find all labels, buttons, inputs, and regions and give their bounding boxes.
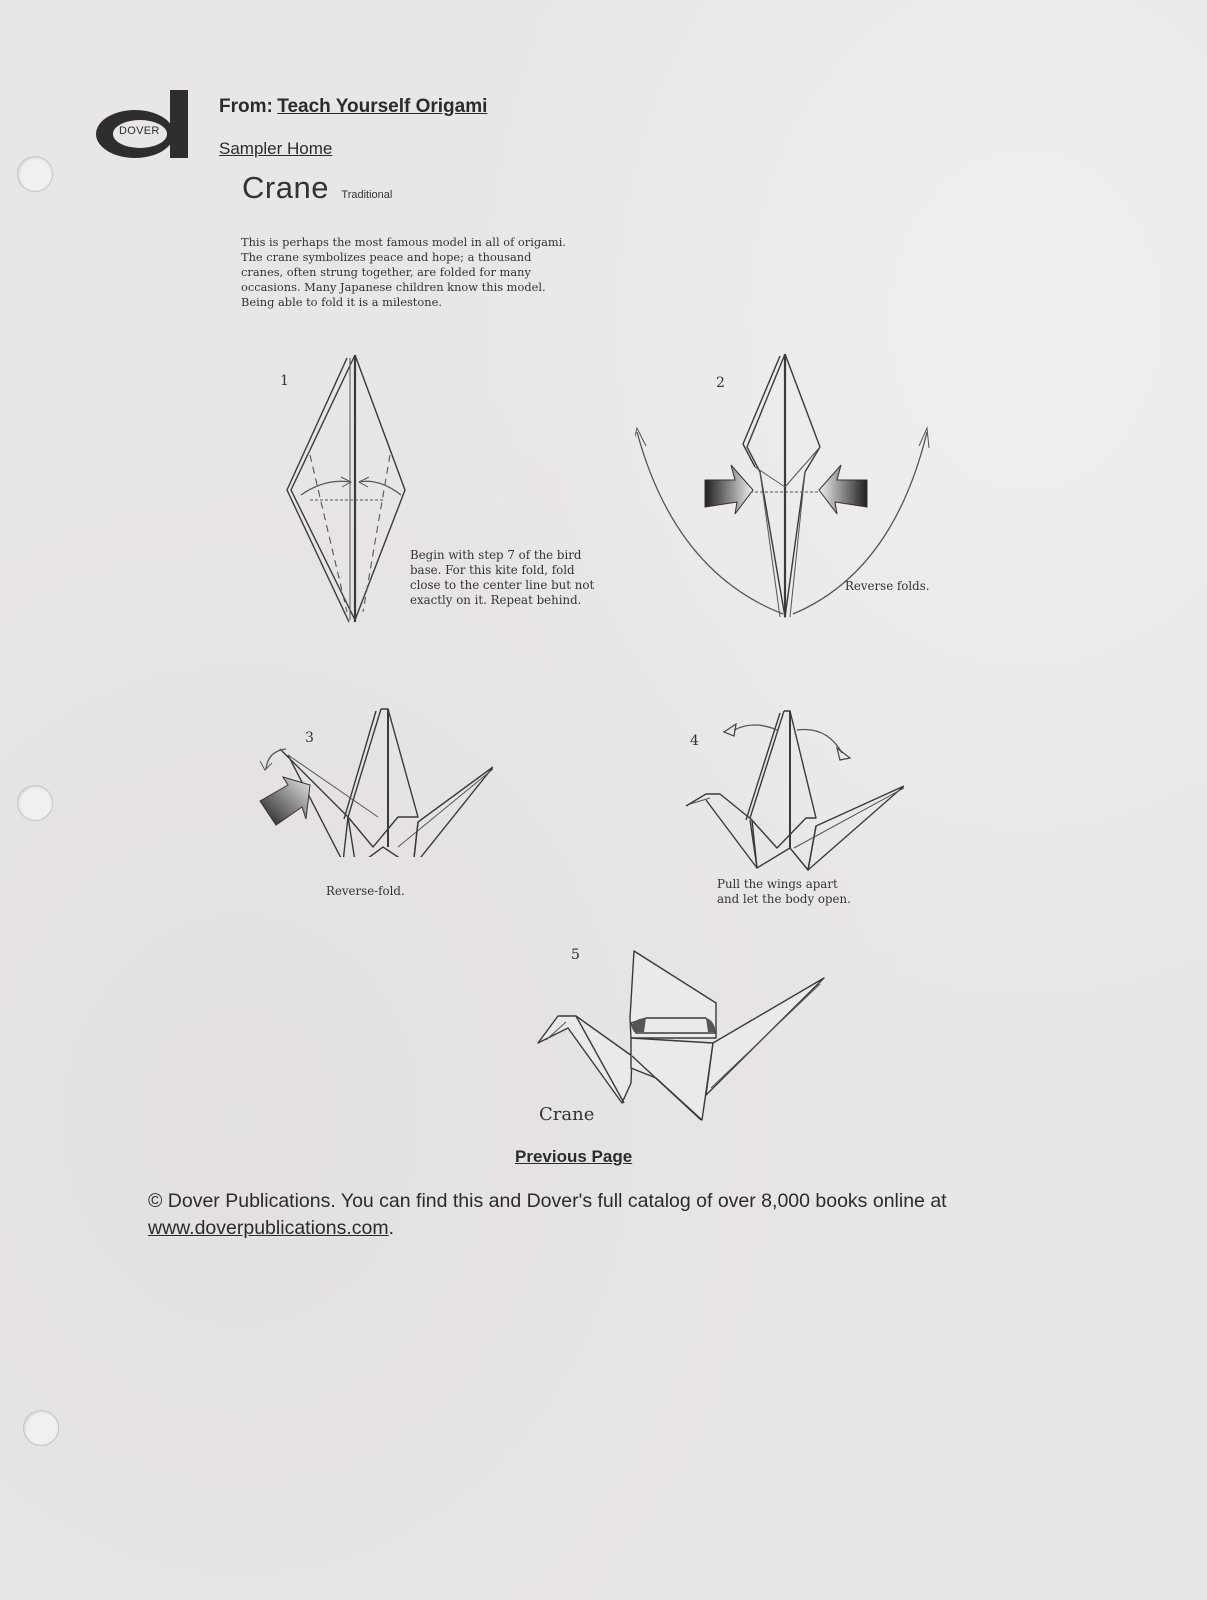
sampler-home-link[interactable]: Sampler Home <box>219 139 333 158</box>
step-4-pull-wings-diagram <box>682 708 904 873</box>
intro-paragraph <box>241 235 641 310</box>
source-line <box>219 96 487 118</box>
dover-logo-mark-icon <box>96 90 188 158</box>
caption-line: exactly on it. Repeat behind. <box>410 593 582 607</box>
previous-page-link[interactable]: Previous Page <box>515 1147 633 1166</box>
model-subtitle: Traditional <box>341 189 393 201</box>
footer-copyright <box>148 1188 1108 1242</box>
step-1-number: 1 <box>280 373 289 389</box>
caption-line: base. For this kite fold, fold <box>410 563 575 577</box>
book-title-link[interactable]: Teach Yourself Origami <box>277 96 488 117</box>
dover-logo[interactable] <box>96 90 188 158</box>
step-3-head-fold-diagram <box>248 707 493 857</box>
step-1-kite-diagram <box>285 350 415 625</box>
model-title: Crane <box>242 170 329 205</box>
step-2-caption: Reverse folds. <box>845 579 930 593</box>
intro-line: This is perhaps the most famous model in all of origami. <box>241 235 567 249</box>
intro-line: cranes, often strung together, are folded for many <box>241 265 531 279</box>
binder-hole-bottom <box>23 1410 59 1446</box>
dover-logo-text: DOVER <box>119 125 160 137</box>
caption-line: close to the center line but not <box>410 578 595 592</box>
step-4-number: 4 <box>690 733 699 749</box>
intro-line: The crane symbolizes peace and hope; a thousand <box>241 250 532 264</box>
step-5-finished-crane-diagram <box>536 948 826 1128</box>
binder-hole-top <box>17 156 53 192</box>
step-5-caption: Crane <box>539 1104 595 1125</box>
caption-line: Pull the wings apart <box>717 877 838 891</box>
model-title-block <box>242 170 392 206</box>
copyright-text: © Dover Publications. You can find this and Dover's full catalog of over 8,000 books online at <box>148 1190 947 1212</box>
intro-line: occasions. Many Japanese children know this model. <box>241 280 546 294</box>
step-2-number: 2 <box>716 375 725 391</box>
step-4-caption <box>717 877 851 907</box>
binder-hole-middle <box>17 785 53 821</box>
caption-line: Begin with step 7 of the bird <box>410 548 582 562</box>
dover-website-link[interactable]: www.doverpublications.com <box>148 1217 389 1239</box>
step-5-number: 5 <box>571 947 580 963</box>
caption-line: and let the body open. <box>717 892 851 906</box>
step-3-caption: Reverse-fold. <box>326 884 405 898</box>
step-1-caption <box>410 548 594 608</box>
intro-line: Being able to fold it is a milestone. <box>241 295 442 309</box>
step-3-number: 3 <box>305 730 314 746</box>
from-label: From: <box>219 96 273 117</box>
url-suffix: . <box>388 1217 395 1239</box>
